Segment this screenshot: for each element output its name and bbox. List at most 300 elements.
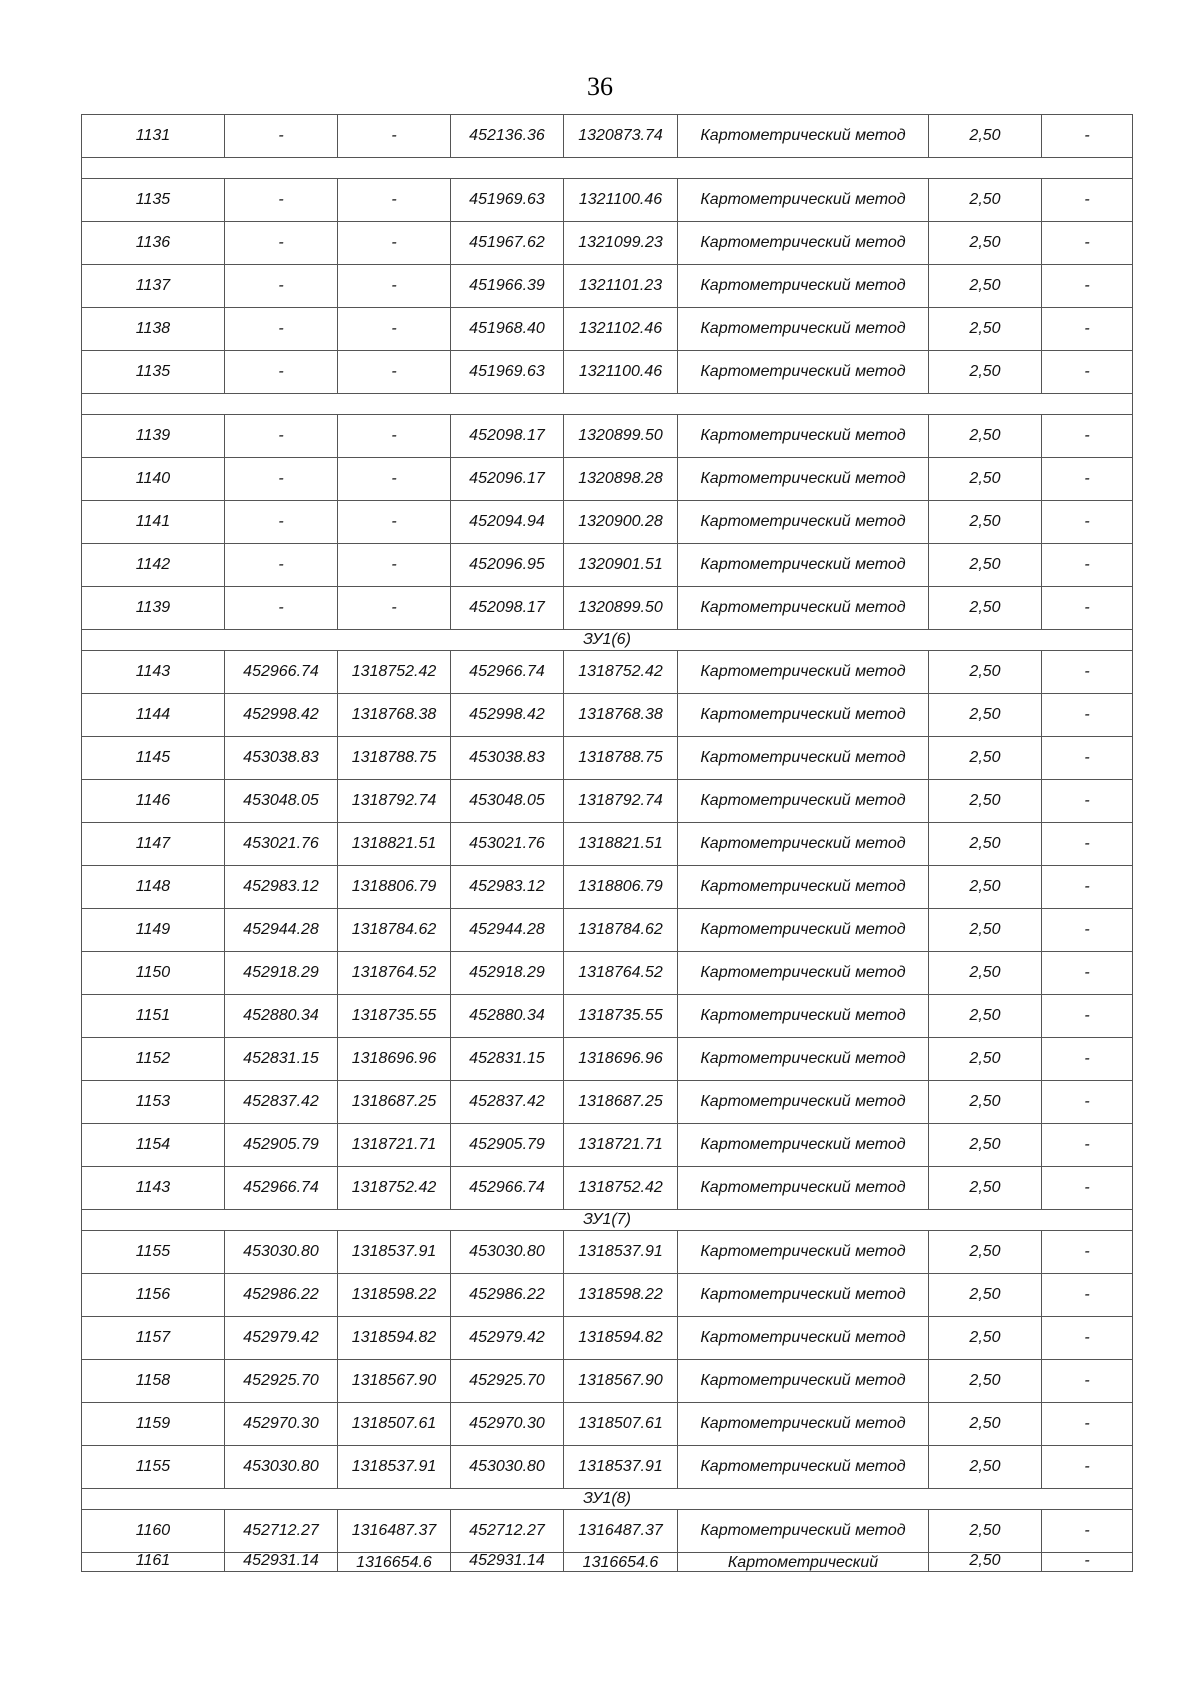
method-text: Картометрический метод — [700, 792, 906, 809]
x-existing-cell: 452918.29 — [225, 952, 338, 995]
y-existing-text: - — [391, 427, 397, 444]
accuracy-cell: 2,50 — [929, 115, 1042, 158]
point-number-cell: 1155 — [82, 1231, 225, 1274]
method-text: Картометрический метод — [700, 1136, 906, 1153]
accuracy-cell: 2,50 — [929, 1446, 1042, 1489]
y-new-cell — [564, 1038, 678, 1081]
y-existing-cell — [338, 1274, 451, 1317]
y-new-cell — [564, 823, 678, 866]
point-number-cell: 1145 — [82, 737, 225, 780]
point-number-cell: 1143 — [82, 651, 225, 694]
point-number-cell: 1131 — [82, 115, 225, 158]
y-existing-text: 1318764.52 — [351, 964, 437, 981]
y-new-text: 1320901.51 — [578, 556, 663, 573]
method-cell — [678, 1038, 929, 1081]
method-text: Картометрический метод — [700, 191, 906, 208]
x-existing-cell: 452712.27 — [225, 1510, 338, 1553]
y-existing-cell — [338, 1124, 451, 1167]
y-new-text: 1320899.50 — [578, 599, 663, 616]
x-new-cell: 452831.15 — [451, 1038, 564, 1081]
y-new-text: 1320873.74 — [578, 127, 663, 144]
note-cell: - — [1042, 1553, 1133, 1572]
method-text: Картометрический метод — [700, 320, 906, 337]
y-existing-cell — [338, 1403, 451, 1446]
note-cell: - — [1042, 1360, 1133, 1403]
x-existing-cell: - — [225, 115, 338, 158]
point-number-cell: 1144 — [82, 694, 225, 737]
method-text: Картометрический метод — [700, 1243, 906, 1260]
y-new-cell — [564, 1317, 678, 1360]
y-existing-cell — [338, 1446, 451, 1489]
table-row — [82, 222, 1133, 265]
point-number-cell: 1137 — [82, 265, 225, 308]
x-existing-cell: - — [225, 308, 338, 351]
x-new-cell: 452998.42 — [451, 694, 564, 737]
y-new-text: 1318806.79 — [578, 878, 663, 895]
x-new-cell: 452966.74 — [451, 651, 564, 694]
y-new-cell — [564, 458, 678, 501]
method-cell — [678, 694, 929, 737]
y-new-text: 1318752.42 — [578, 1179, 663, 1196]
note-cell: - — [1042, 1510, 1133, 1553]
table-row — [82, 909, 1133, 952]
point-number-cell: 1154 — [82, 1124, 225, 1167]
method-text: Картометрический метод — [700, 556, 906, 573]
accuracy-cell: 2,50 — [929, 308, 1042, 351]
y-existing-text: 1316487.37 — [351, 1522, 437, 1539]
table-row — [82, 1081, 1133, 1124]
y-existing-text: 1318598.22 — [351, 1286, 437, 1303]
method-text: Картометрический метод — [700, 277, 906, 294]
y-new-cell — [564, 1446, 678, 1489]
table-row — [82, 780, 1133, 823]
spacer-row — [82, 158, 1133, 179]
method-cell — [678, 222, 929, 265]
point-number-cell: 1156 — [82, 1274, 225, 1317]
y-new-text: 1321100.46 — [578, 191, 663, 208]
y-new-text: 1320898.28 — [578, 470, 663, 487]
point-number-cell: 1149 — [82, 909, 225, 952]
method-cell — [678, 737, 929, 780]
y-new-text: 1318507.61 — [578, 1415, 663, 1432]
note-cell: - — [1042, 1081, 1133, 1124]
accuracy-cell: 2,50 — [929, 1317, 1042, 1360]
note-cell: - — [1042, 866, 1133, 909]
y-new-text: 1318687.25 — [578, 1093, 663, 1110]
y-existing-text: 1318507.61 — [351, 1415, 437, 1432]
note-cell: - — [1042, 415, 1133, 458]
x-new-cell: 452905.79 — [451, 1124, 564, 1167]
x-existing-cell: 452831.15 — [225, 1038, 338, 1081]
x-new-cell: 452966.74 — [451, 1167, 564, 1210]
y-existing-cell — [338, 458, 451, 501]
y-existing-text: - — [391, 320, 397, 337]
method-cell — [678, 1317, 929, 1360]
x-new-cell: 452096.95 — [451, 544, 564, 587]
note-cell: - — [1042, 351, 1133, 394]
method-cell — [678, 1553, 929, 1572]
table-row — [82, 351, 1133, 394]
x-existing-cell: 453038.83 — [225, 737, 338, 780]
x-new-cell: 451966.39 — [451, 265, 564, 308]
method-cell — [678, 308, 929, 351]
point-number-cell: 1159 — [82, 1403, 225, 1446]
method-cell — [678, 1274, 929, 1317]
table-row — [82, 952, 1133, 995]
spacer-cell — [82, 158, 1133, 179]
accuracy-cell: 2,50 — [929, 1403, 1042, 1446]
method-cell — [678, 995, 929, 1038]
y-existing-text: - — [391, 470, 397, 487]
point-number-cell: 1148 — [82, 866, 225, 909]
y-existing-cell — [338, 587, 451, 630]
accuracy-cell: 2,50 — [929, 351, 1042, 394]
y-new-text: 1318784.62 — [578, 921, 663, 938]
note-cell: - — [1042, 694, 1133, 737]
accuracy-cell: 2,50 — [929, 866, 1042, 909]
method-cell — [678, 909, 929, 952]
note-cell: - — [1042, 995, 1133, 1038]
method-text: Картометрический метод — [700, 470, 906, 487]
spacer-cell — [82, 394, 1133, 415]
y-existing-cell — [338, 179, 451, 222]
coordinates-table — [81, 114, 1133, 1572]
y-new-text: 1318598.22 — [578, 1286, 663, 1303]
method-cell — [678, 115, 929, 158]
note-cell: - — [1042, 823, 1133, 866]
x-existing-cell: - — [225, 501, 338, 544]
note-cell: - — [1042, 1124, 1133, 1167]
method-cell — [678, 1360, 929, 1403]
note-cell: - — [1042, 1231, 1133, 1274]
y-new-cell — [564, 351, 678, 394]
x-existing-cell: 452983.12 — [225, 866, 338, 909]
method-text: Картометрический метод — [700, 663, 906, 680]
x-existing-cell: - — [225, 415, 338, 458]
y-new-text: 1316654.6 — [582, 1554, 659, 1571]
accuracy-cell: 2,50 — [929, 1360, 1042, 1403]
accuracy-cell: 2,50 — [929, 265, 1042, 308]
method-text: Картометрический метод — [700, 599, 906, 616]
x-existing-cell: 452998.42 — [225, 694, 338, 737]
table-row — [82, 1317, 1133, 1360]
spacer-row — [82, 394, 1133, 415]
method-cell — [678, 1510, 929, 1553]
y-existing-cell — [338, 823, 451, 866]
x-new-cell: 452970.30 — [451, 1403, 564, 1446]
y-existing-cell — [338, 1317, 451, 1360]
y-existing-cell — [338, 1081, 451, 1124]
table-row — [82, 737, 1133, 780]
table-row — [82, 115, 1133, 158]
x-new-cell: 452098.17 — [451, 587, 564, 630]
method-text: Картометрический метод — [700, 921, 906, 938]
y-existing-text: 1318735.55 — [351, 1007, 437, 1024]
method-text: Картометрический метод — [700, 1415, 906, 1432]
method-cell — [678, 780, 929, 823]
y-new-cell — [564, 737, 678, 780]
point-number-cell: 1150 — [82, 952, 225, 995]
point-number-cell: 1139 — [82, 587, 225, 630]
method-text: Картометрический метод — [700, 363, 906, 380]
x-new-cell: 451969.63 — [451, 179, 564, 222]
y-new-cell — [564, 179, 678, 222]
section-label: ЗУ1(8) — [82, 1489, 1133, 1510]
x-existing-cell: - — [225, 179, 338, 222]
y-existing-text: - — [391, 363, 397, 380]
y-new-cell — [564, 587, 678, 630]
point-number-cell: 1135 — [82, 179, 225, 222]
y-new-text: 1318768.38 — [578, 706, 663, 723]
table-row — [82, 823, 1133, 866]
y-existing-text: 1318792.74 — [351, 792, 437, 809]
method-text: Картометрический метод — [700, 1522, 906, 1539]
x-new-cell: 452098.17 — [451, 415, 564, 458]
y-existing-text: - — [391, 599, 397, 616]
accuracy-cell: 2,50 — [929, 995, 1042, 1038]
y-new-text: 1320899.50 — [578, 427, 663, 444]
x-new-cell: 452096.17 — [451, 458, 564, 501]
y-existing-cell — [338, 952, 451, 995]
x-new-cell: 452837.42 — [451, 1081, 564, 1124]
table-row — [82, 694, 1133, 737]
note-cell: - — [1042, 1446, 1133, 1489]
method-cell — [678, 415, 929, 458]
method-text: Картометрический — [727, 1554, 879, 1571]
table-row — [82, 1167, 1133, 1210]
point-number-cell: 1139 — [82, 415, 225, 458]
y-new-cell — [564, 308, 678, 351]
x-new-cell: 452918.29 — [451, 952, 564, 995]
x-new-cell: 453048.05 — [451, 780, 564, 823]
point-number-cell: 1142 — [82, 544, 225, 587]
y-existing-text: 1318768.38 — [351, 706, 437, 723]
point-number-cell: 1155 — [82, 1446, 225, 1489]
note-cell: - — [1042, 544, 1133, 587]
table-row — [82, 501, 1133, 544]
x-existing-cell: 452986.22 — [225, 1274, 338, 1317]
x-existing-cell: 452905.79 — [225, 1124, 338, 1167]
method-cell — [678, 458, 929, 501]
method-text: Картометрический метод — [700, 835, 906, 852]
y-existing-cell — [338, 1553, 451, 1572]
note-cell: - — [1042, 308, 1133, 351]
x-existing-cell: 452979.42 — [225, 1317, 338, 1360]
table-row — [82, 1124, 1133, 1167]
y-new-text: 1318567.90 — [578, 1372, 663, 1389]
y-new-cell — [564, 1167, 678, 1210]
accuracy-cell: 2,50 — [929, 909, 1042, 952]
method-text: Картометрический метод — [700, 127, 906, 144]
x-new-cell: 452880.34 — [451, 995, 564, 1038]
y-new-cell — [564, 995, 678, 1038]
y-new-cell — [564, 952, 678, 995]
point-number-cell: 1151 — [82, 995, 225, 1038]
method-text: Картометрический метод — [700, 1093, 906, 1110]
point-number-cell: 1146 — [82, 780, 225, 823]
y-new-cell — [564, 694, 678, 737]
method-text: Картометрический метод — [700, 1286, 906, 1303]
y-existing-text: - — [391, 277, 397, 294]
table-row — [82, 1553, 1133, 1572]
x-new-cell: 452986.22 — [451, 1274, 564, 1317]
table-row — [82, 651, 1133, 694]
x-existing-cell: 452931.14 — [225, 1553, 338, 1572]
y-existing-cell — [338, 651, 451, 694]
y-existing-text: 1318594.82 — [351, 1329, 437, 1346]
y-existing-cell — [338, 351, 451, 394]
x-existing-cell: 452966.74 — [225, 651, 338, 694]
method-text: Картометрический метод — [700, 964, 906, 981]
y-existing-text: 1318567.90 — [351, 1372, 437, 1389]
y-existing-text: - — [391, 127, 397, 144]
method-cell — [678, 501, 929, 544]
method-cell — [678, 544, 929, 587]
accuracy-cell: 2,50 — [929, 415, 1042, 458]
y-new-cell — [564, 1360, 678, 1403]
x-existing-cell: 452944.28 — [225, 909, 338, 952]
y-new-text: 1321099.23 — [578, 234, 663, 251]
method-cell — [678, 651, 929, 694]
method-cell — [678, 1081, 929, 1124]
y-new-cell — [564, 866, 678, 909]
note-cell: - — [1042, 501, 1133, 544]
accuracy-cell: 2,50 — [929, 651, 1042, 694]
note-cell: - — [1042, 179, 1133, 222]
table-row — [82, 866, 1133, 909]
x-existing-cell: - — [225, 351, 338, 394]
x-existing-cell: 452970.30 — [225, 1403, 338, 1446]
y-existing-cell — [338, 780, 451, 823]
method-text: Картометрический метод — [700, 427, 906, 444]
accuracy-cell: 2,50 — [929, 458, 1042, 501]
method-text: Картометрический метод — [700, 706, 906, 723]
method-text: Картометрический метод — [700, 513, 906, 530]
accuracy-cell: 2,50 — [929, 1038, 1042, 1081]
x-new-cell: 452983.12 — [451, 866, 564, 909]
y-existing-cell — [338, 115, 451, 158]
accuracy-cell: 2,50 — [929, 179, 1042, 222]
y-existing-text: 1318696.96 — [351, 1050, 437, 1067]
y-new-text: 1318735.55 — [578, 1007, 663, 1024]
y-existing-cell — [338, 265, 451, 308]
accuracy-cell: 2,50 — [929, 1553, 1042, 1572]
y-existing-cell — [338, 501, 451, 544]
y-existing-cell — [338, 544, 451, 587]
accuracy-cell: 2,50 — [929, 1274, 1042, 1317]
x-new-cell: 452094.94 — [451, 501, 564, 544]
y-existing-text: - — [391, 234, 397, 251]
note-cell: - — [1042, 1403, 1133, 1446]
y-existing-text: 1318752.42 — [351, 1179, 437, 1196]
y-existing-text: - — [391, 513, 397, 530]
table-row — [82, 265, 1133, 308]
note-cell: - — [1042, 651, 1133, 694]
y-existing-text: 1318821.51 — [351, 835, 437, 852]
point-number-cell: 1158 — [82, 1360, 225, 1403]
y-existing-cell — [338, 1231, 451, 1274]
x-new-cell: 453030.80 — [451, 1231, 564, 1274]
x-existing-cell: - — [225, 587, 338, 630]
y-new-cell — [564, 1274, 678, 1317]
y-new-text: 1318821.51 — [578, 835, 663, 852]
point-number-cell: 1141 — [82, 501, 225, 544]
y-existing-cell — [338, 222, 451, 265]
method-text: Картометрический метод — [700, 1458, 906, 1475]
accuracy-cell: 2,50 — [929, 587, 1042, 630]
method-text: Картометрический метод — [700, 1329, 906, 1346]
point-number-cell: 1135 — [82, 351, 225, 394]
method-cell — [678, 1167, 929, 1210]
method-cell — [678, 952, 929, 995]
point-number-cell: 1160 — [82, 1510, 225, 1553]
y-existing-cell — [338, 1038, 451, 1081]
y-existing-cell — [338, 415, 451, 458]
point-number-cell: 1143 — [82, 1167, 225, 1210]
note-cell: - — [1042, 1167, 1133, 1210]
note-cell: - — [1042, 265, 1133, 308]
y-new-text: 1318788.75 — [578, 749, 663, 766]
point-number-cell: 1152 — [82, 1038, 225, 1081]
section-label: ЗУ1(7) — [82, 1210, 1133, 1231]
method-cell — [678, 1446, 929, 1489]
x-existing-cell: - — [225, 222, 338, 265]
x-existing-cell: 452880.34 — [225, 995, 338, 1038]
page-number: 36 — [587, 72, 613, 101]
accuracy-cell: 2,50 — [929, 1510, 1042, 1553]
table-row — [82, 995, 1133, 1038]
accuracy-cell: 2,50 — [929, 694, 1042, 737]
y-existing-cell — [338, 1167, 451, 1210]
x-existing-cell: - — [225, 265, 338, 308]
section-header-row — [82, 1210, 1133, 1231]
table-row — [82, 415, 1133, 458]
y-new-text: 1318594.82 — [578, 1329, 663, 1346]
x-existing-cell: - — [225, 458, 338, 501]
x-existing-cell: 453030.80 — [225, 1446, 338, 1489]
method-cell — [678, 866, 929, 909]
y-new-text: 1321102.46 — [578, 320, 663, 337]
method-cell — [678, 1124, 929, 1167]
accuracy-cell: 2,50 — [929, 952, 1042, 995]
y-new-text: 1318792.74 — [578, 792, 663, 809]
x-new-cell: 452979.42 — [451, 1317, 564, 1360]
note-cell: - — [1042, 1317, 1133, 1360]
accuracy-cell: 2,50 — [929, 222, 1042, 265]
method-cell — [678, 265, 929, 308]
y-existing-text: 1318537.91 — [351, 1243, 437, 1260]
point-number-cell: 1136 — [82, 222, 225, 265]
x-new-cell: 451968.40 — [451, 308, 564, 351]
y-new-cell — [564, 1081, 678, 1124]
y-new-cell — [564, 544, 678, 587]
y-existing-text: - — [391, 556, 397, 573]
note-cell: - — [1042, 737, 1133, 780]
table-row — [82, 1403, 1133, 1446]
note-cell: - — [1042, 952, 1133, 995]
method-text: Картометрический метод — [700, 234, 906, 251]
x-new-cell: 451969.63 — [451, 351, 564, 394]
note-cell: - — [1042, 587, 1133, 630]
x-new-cell: 451967.62 — [451, 222, 564, 265]
x-existing-cell: 453048.05 — [225, 780, 338, 823]
note-cell: - — [1042, 909, 1133, 952]
x-existing-cell: 452966.74 — [225, 1167, 338, 1210]
table-row — [82, 1360, 1133, 1403]
y-new-cell — [564, 651, 678, 694]
x-new-cell: 452931.14 — [451, 1553, 564, 1572]
table-row — [82, 458, 1133, 501]
